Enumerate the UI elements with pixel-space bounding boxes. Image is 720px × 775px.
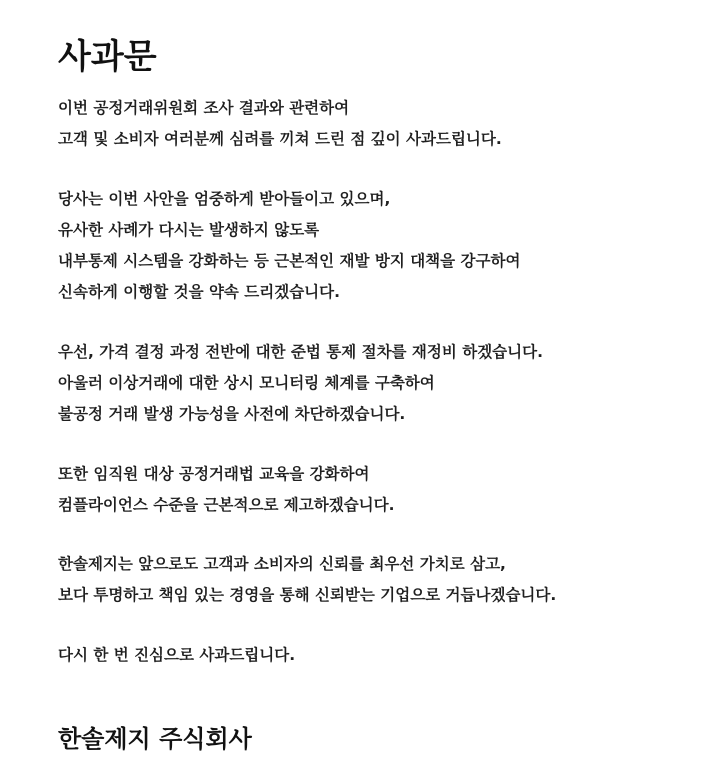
text-line: 한솔제지는 앞으로도 고객과 소비자의 신뢰를 최우선 가치로 삼고,: [58, 555, 506, 573]
text-line: 내부통제 시스템을 강화하는 등 근본적인 재발 방지 대책을 강구하여: [58, 252, 521, 270]
text-line: 당사는 이번 사안을 엄중하게 받아들이고 있으며,: [58, 190, 391, 208]
paragraph-measures: [58, 337, 543, 430]
paragraph-closing: [58, 640, 295, 671]
text-line: 또한 임직원 대상 공정거래법 교육을 강화하여: [58, 465, 370, 483]
text-line: 이번 공정거래위원회 조사 결과와 관련하여: [58, 99, 350, 117]
text-line: 신속하게 이행할 것을 약속 드리겠습니다.: [58, 283, 341, 301]
text-line: 보다 투명하고 책임 있는 경영을 통해 신뢰받는 기업으로 거듭나겠습니다.: [58, 586, 557, 604]
text-line: 다시 한 번 진심으로 사과드립니다.: [58, 646, 296, 664]
text-line: 불공정 거래 발생 가능성을 사전에 차단하겠습니다.: [58, 405, 406, 423]
text-line: 고객 및 소비자 여러분께 심려를 끼쳐 드린 점 깊이 사과드립니다.: [58, 130, 502, 148]
text-line: 유사한 사례가 다시는 발생하지 않도록: [58, 221, 320, 239]
text-line: 컴플라이언스 수준을 근본적으로 제고하겠습니다.: [58, 496, 395, 514]
paragraph-commitment: [58, 184, 520, 308]
paragraph-apology-intro: [58, 93, 502, 155]
text-line: 우선, 가격 결정 과정 전반에 대한 준법 통제 절차를 재정비 하겠습니다.: [58, 343, 543, 361]
document-title: 사과문: [58, 36, 157, 77]
company-signature: 한솔제지 주식회사: [58, 725, 252, 753]
text-line: 아울러 이상거래에 대한 상시 모니터링 체계를 구축하여: [58, 374, 435, 392]
paragraph-education: [58, 459, 395, 521]
paragraph-trust: [58, 549, 556, 611]
